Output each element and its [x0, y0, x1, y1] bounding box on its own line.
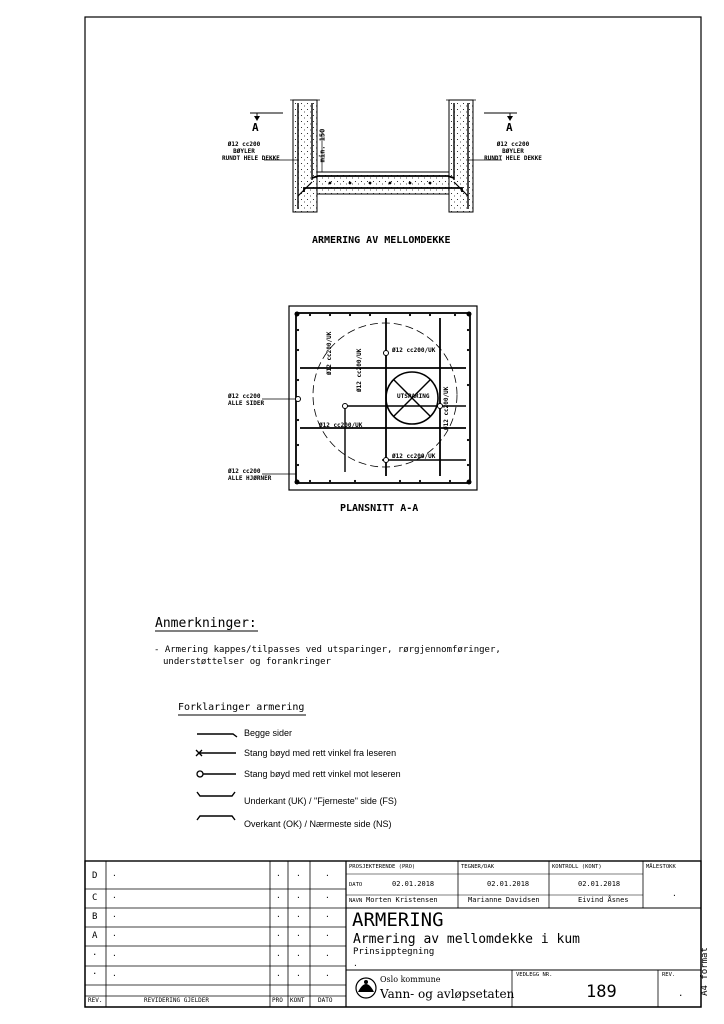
footer-pro: PRO [272, 997, 283, 1004]
header-tegner: TEGNER/DAK [461, 864, 495, 870]
plan-bar-label: Ø12 cc200/UK [392, 347, 436, 354]
revision-desc: . [112, 891, 117, 900]
both-sides-icon [197, 734, 237, 737]
revision-letter: D [92, 871, 98, 881]
revision-kont: . [296, 869, 301, 878]
opening-label: UTSPARING [397, 393, 430, 400]
revision-kont: . [296, 910, 301, 919]
plan-sides-note: Ø12 cc200 ALLE SIDER [228, 393, 265, 407]
drawing-subtitle: Armering av mellomdekke i kum [353, 932, 580, 947]
revision-desc: . [112, 969, 117, 978]
malestokk-value: . [672, 889, 677, 898]
notes-heading: Anmerkninger: [155, 616, 257, 631]
footer-dato: DATO [318, 997, 333, 1004]
header-malestokk: MÅLESTOKK [646, 864, 676, 870]
header-prosjekterende: PROSJEKTERENDE (PRO) [349, 864, 416, 870]
legend-item-label: Stang bøyd med rett vinkel fra leseren [244, 748, 397, 758]
name-kontroll: Eivind Åsnes [578, 896, 629, 904]
bottom-edge-icon [197, 792, 235, 796]
revision-pro: . [276, 929, 281, 938]
notes-line-1: - Armering kappes/tilpasses ved utsparinger, rørgjennomføringer, [154, 645, 501, 655]
footer-desc: REVIDERING GJELDER [144, 997, 210, 1004]
plan-bar-label: Ø12 cc200/UK [326, 331, 333, 375]
name-tegner: Marianne Davidsen [468, 896, 540, 904]
date-tegner: 02.01.2018 [487, 880, 530, 888]
legend-item-label: Underkant (UK) / "Fjerneste" side (FS) [244, 796, 397, 806]
plan-corners-note: Ø12 cc200 ALLE HJØRNER [228, 468, 272, 482]
date-prosjekterende: 02.01.2018 [392, 880, 435, 888]
legend-item-label: Stang bøyd med rett vinkel mot leseren [244, 769, 401, 779]
revision-kont: . [296, 929, 301, 938]
revision-desc: . [112, 910, 117, 919]
footer-rev: REV. [88, 997, 103, 1004]
section-right-note: Ø12 cc200 BØYLER RUNDT HELE DEKKE [484, 141, 542, 162]
date-kontroll: 02.01.2018 [578, 880, 621, 888]
revision-letter: B [92, 912, 98, 922]
drawing-subtitle-3: . [353, 959, 358, 968]
bent-from-reader-icon [196, 750, 236, 756]
legend-item-label: Begge sider [244, 728, 293, 738]
format-label: A4 format [699, 947, 710, 996]
cut-label-left: A [252, 121, 259, 134]
revision-pro: . [276, 949, 281, 958]
org-name: Oslo kommune [380, 975, 441, 984]
vedlegg-value: 189 [586, 982, 617, 1002]
top-edge-icon [197, 816, 235, 820]
rev-label: REV. [662, 972, 676, 978]
revision-pro: . [276, 910, 281, 919]
revision-dato: . [325, 869, 330, 878]
revision-dato: . [325, 969, 330, 978]
revision-kont: . [296, 891, 301, 900]
section-drawing [250, 100, 517, 212]
plan-bar-label: Ø12 cc200/UK [392, 453, 436, 460]
revision-letter: . [92, 948, 98, 958]
plan-title: PLANSNITT A-A [340, 503, 419, 514]
revision-desc: . [112, 929, 117, 938]
navn-label: NAVN [349, 898, 363, 904]
revision-pro: . [276, 869, 281, 878]
revision-desc: . [112, 949, 117, 958]
cut-label-right: A [506, 121, 513, 134]
revision-dato: . [325, 891, 330, 900]
dato-label: DATO [349, 882, 363, 888]
plan-bar-label: Ø12 cc200/UK [443, 386, 450, 430]
vedlegg-label: VEDLEGG NR. [516, 972, 553, 978]
revision-dato: . [325, 949, 330, 958]
drawing-title: ARMERING [352, 909, 444, 931]
revision-pro: . [276, 969, 281, 978]
revision-letter: C [92, 893, 98, 903]
plan-bar-label: Ø12 cc200/UK [319, 422, 363, 429]
rev-value: . [678, 989, 684, 999]
revision-letter: . [92, 967, 98, 977]
revision-kont: . [296, 969, 301, 978]
revision-desc: . [112, 869, 117, 878]
org-department: Vann- og avløpsetaten [380, 987, 515, 1001]
footer-kont: KONT [290, 997, 305, 1004]
section-left-note: Ø12 cc200 BØYLER RUNDT HELE DEKKE [222, 141, 280, 162]
bent-toward-reader-icon [197, 771, 236, 777]
revision-letter: A [92, 931, 98, 941]
name-prosjekterende: Morten Kristensen [366, 896, 438, 904]
legend-item-label: Overkant (OK) / Nærmeste side (NS) [244, 819, 392, 829]
revision-dato: . [325, 910, 330, 919]
revision-dato: . [325, 929, 330, 938]
notes-line-2: understøttelser og forankringer [163, 657, 331, 667]
legend-heading: Forklaringer armering [178, 702, 305, 713]
oslo-kommune-logo [356, 978, 376, 998]
section-title: ARMERING AV MELLOMDEKKE [312, 235, 451, 246]
header-kontroll: KONTROLL (KONT) [552, 864, 602, 870]
drawing-subtitle-2: Prinsipptegning [353, 947, 435, 957]
plan-bar-label: Ø12 cc200/UK [356, 348, 363, 392]
revision-pro: . [276, 891, 281, 900]
revision-kont: . [296, 949, 301, 958]
dimension-label: min. 150 [318, 128, 327, 163]
